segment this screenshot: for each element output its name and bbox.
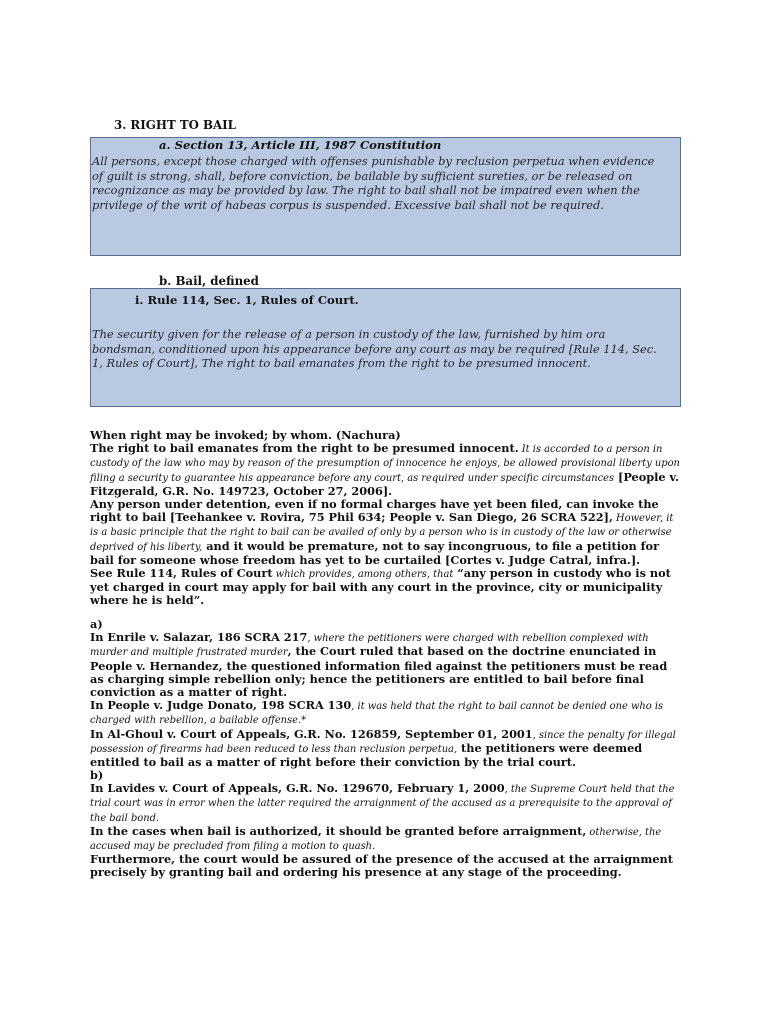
when-right-heading: When right may be invoked; by whom. (Nachura) <box>90 428 401 442</box>
rule-114-line: The security given for the release of a person in custody of the law, furnished by him ora <box>92 327 606 341</box>
paragraph <box>90 567 680 608</box>
paragraph: Furthermore, the court would be assured of the presence of the accused at the arraignment precisely by granting bail and ordering his presence at any stage of the proceeding. <box>90 852 673 880</box>
bold-text: and it would be premature, not to say incongruous, to file a petition for bail for someone whose freedom has yet to be curtailed [Cortes v. Judge Catral, infra.]. <box>90 538 660 567</box>
section-label: b) <box>90 768 104 782</box>
constitution-text <box>92 154 680 212</box>
citation: [People v. Fitzgerald, G.R. No. 149723, October 27, 2006]. <box>90 469 679 498</box>
rule-114-text <box>92 327 680 371</box>
rule-114-line: 1, Rules of Court], The right to bail emanates from the right to be presumed innocent. <box>92 356 591 370</box>
italic-text: , the Supreme Court held that the trial court was in error when the latter required the arraignment of the accused as a prerequisite to the approval of the bail bond. <box>90 784 675 824</box>
cases-section-a <box>90 618 680 769</box>
bold-text: The right to bail emanates from the right to be presumed innocent. <box>90 441 519 456</box>
italic-text: However, it is a basic principle that the right to bail can be availed of only by a person who is in custody of the law or otherwise deprived of his liberty, <box>90 513 674 553</box>
constitution-box <box>90 137 681 256</box>
italic-text: It is accorded to a person in custody of the law who may by reason of the presumption of innocence he enjoys, be allowed provisional liberty upon filing a security to guarantee his appearance before any court, as required under specific circumstances <box>90 444 680 484</box>
paragraph <box>90 498 680 567</box>
bold-text: See Rule 114, Rules of Court <box>90 566 273 581</box>
rule-114-box <box>90 288 681 407</box>
paragraph <box>90 782 680 825</box>
bold-text: In the cases when bail is authorized, it should be granted before arraignment, <box>90 823 587 838</box>
case-name: In Enrile v. Salazar, 186 SCRA 217 <box>90 630 308 645</box>
constitution-line: recognizance as may be provided by law. The right to bail shall not be impaired even when the <box>92 183 640 197</box>
paragraph <box>90 699 680 727</box>
paragraph <box>90 728 680 770</box>
italic-text: , it was held that the right to bail cannot be denied one who is charged with rebellion, a bailable offense.* <box>90 701 664 727</box>
case-name: In Al-Ghoul v. Court of Appeals, G.R. No. 126859, September 01, 2001 <box>90 726 533 741</box>
italic-text: which provides, among others, that <box>272 569 454 581</box>
bold-text: “any person in custody who is not yet charged in court may apply for bail with any court in the province, city or municipality where he is held”. <box>90 566 671 608</box>
paragraph <box>90 442 680 498</box>
section-label: a) <box>90 617 103 631</box>
italic-text: , where the petitioners were charged with rebellion complexed with murder and multiple frustrated murder <box>90 633 649 659</box>
case-name: In Lavides v. Court of Appeals, G.R. No. 129670, February 1, 2000 <box>90 781 505 796</box>
constitution-line: privilege of the writ of habeas corpus is suspended. Excessive bail shall not be required. <box>92 197 604 212</box>
constitution-heading: a. Section 13, Article III, 1987 Constitution <box>159 138 442 152</box>
rule-114-heading: i. Rule 114, Sec. 1, Rules of Court. <box>135 293 359 307</box>
bail-defined-heading: b. Bail, defined <box>159 274 259 288</box>
rule-114-line: bondsman, conditioned upon his appearance before any court as may be required [Rule 114, Sec. <box>92 341 657 356</box>
when-right-section <box>90 429 680 608</box>
section-title: 3. RIGHT TO BAIL <box>114 118 236 132</box>
paragraph <box>90 631 680 699</box>
bold-text: Any person under detention, even if no formal charges have yet been filed, can invoke the right to bail [Teehankee v. Rovira, 75 Phil 634; People v. San Diego, 26 SCRA 522], <box>90 497 659 525</box>
paragraph <box>90 825 680 853</box>
constitution-line: All persons, except those charged with offenses punishable by reclusion perpetua when evidence <box>92 154 655 168</box>
bold-text: the petitioners were deemed entitled to bail as a matter of right before their conviction by the trial court. <box>90 740 643 770</box>
constitution-line: of guilt is strong, shall, before conviction, be bailable by sufficient sureties, or be released on <box>92 168 633 183</box>
case-name: In People v. Judge Donato, 198 SCRA 130 <box>90 698 352 713</box>
italic-text: , since the penalty for illegal possession of firearms had been reduced to less than reclusion perpetua, <box>90 729 676 755</box>
cases-section-b <box>90 769 680 880</box>
bold-text: , the Court ruled that based on the doctrine enunciated in People v. Hernandez, the questioned information filed against the petitioners must be read as charging simple rebellion only; hence the petitioners are entitled to bail before final conviction as a matter of right. <box>90 644 668 700</box>
italic-text: otherwise, the accused may be precluded from filing a motion to quash. <box>90 826 662 853</box>
